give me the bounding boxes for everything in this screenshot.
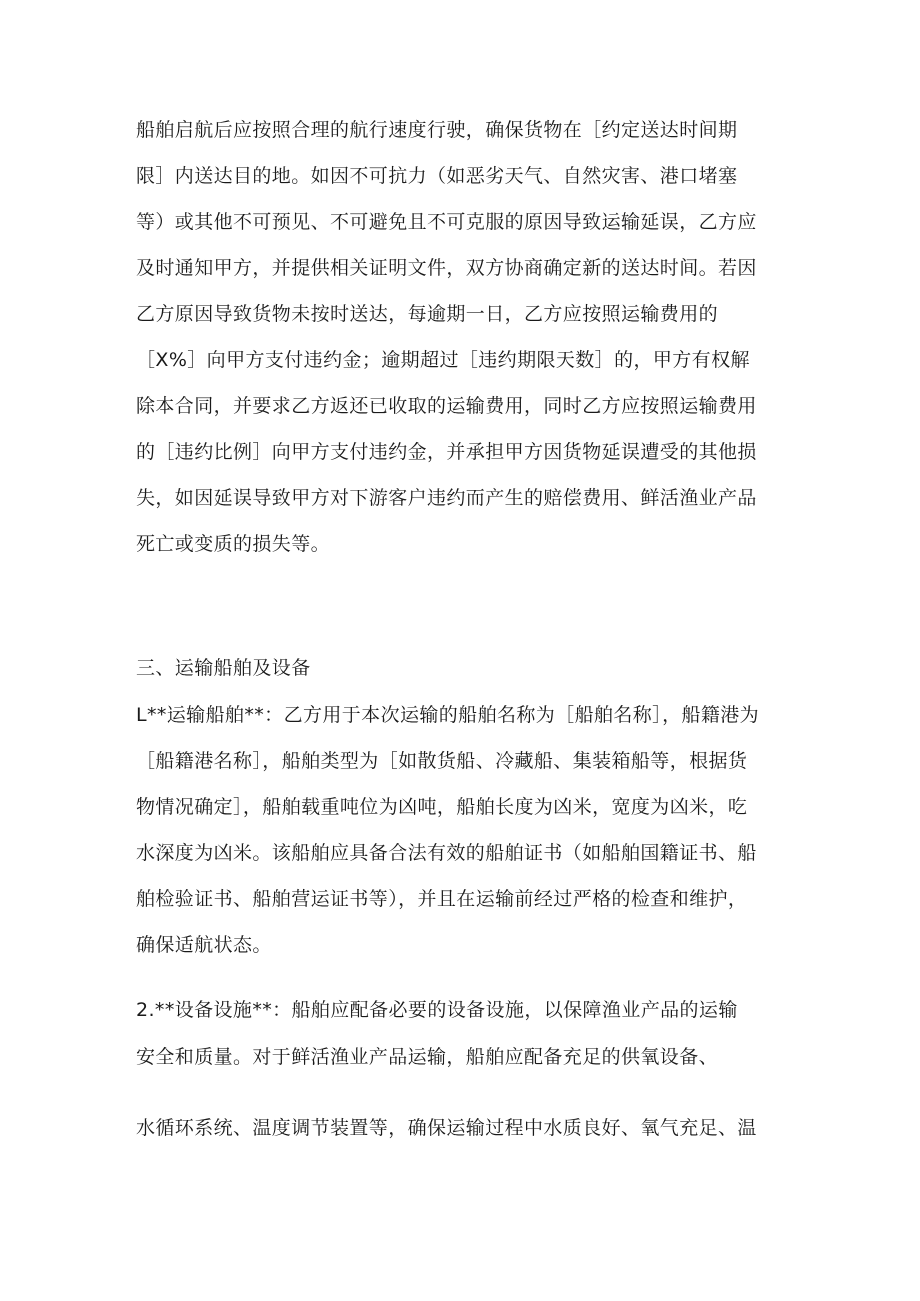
text-line: 2.**设备设施**：船舶应配备必要的设备设施，以保障渔业产品的运输 bbox=[136, 999, 738, 1021]
text-line: 舶检验证书、船舶营运证书等），并且在运输前经过严格的检查和维护， bbox=[136, 888, 748, 910]
text-line: 船舶启航后应按照合理的航行速度行驶，确保货物在［约定送达时间期 bbox=[136, 119, 738, 141]
text-line: 确保适航状态。 bbox=[136, 934, 272, 956]
text-line: 死亡或变质的损失等。 bbox=[136, 533, 331, 555]
text-line: 的［违约比例］向甲方支付违约金，并承担甲方因货物延误遭受的其他损 bbox=[136, 441, 757, 463]
section-heading: 三、运输船舶及设备 bbox=[136, 657, 311, 679]
text-line: ［船籍港名称］，船舶类型为［如散货船、冷藏船、集装箱船等，根据货 bbox=[136, 750, 748, 772]
text-line: 安全和质量。对于鲜活渔业产品运输，船舶应配备充足的供氧设备、 bbox=[136, 1046, 719, 1068]
text-line: 除本合同，并要求乙方返还已收取的运输费用，同时乙方应按照运输费用 bbox=[136, 395, 757, 417]
text-line: 水深度为凶米。该船舶应具备合法有效的船舶证书（如船舶国籍证书、船 bbox=[136, 842, 757, 864]
text-line: 乙方原因导致货物未按时送达，每逾期一日，乙方应按照运输费用的 bbox=[136, 303, 719, 325]
text-line: 物情况确定］，船舶载重吨位为凶吨，船舶长度为凶米，宽度为凶米，吃 bbox=[136, 796, 748, 818]
text-line: L**运输船舶**：乙方用于本次运输的船舶名称为［船舶名称］，船籍港为 bbox=[136, 704, 760, 726]
text-line: ［X%］向甲方支付违约金；逾期超过［违约期限天数］的，甲方有权解 bbox=[136, 349, 750, 371]
text-line: 及时通知甲方，并提供相关证明文件，双方协商确定新的送达时间。若因 bbox=[136, 257, 757, 279]
text-line: 等）或其他不可预见、不可避免且不可克服的原因导致运输延误，乙方应 bbox=[136, 211, 757, 233]
text-line: 水循环系统、温度调节装置等，确保运输过程中水质良好、氧气充足、温 bbox=[136, 1117, 757, 1139]
text-line: 失，如因延误导致甲方对下游客户违约而产生的赔偿费用、鲜活渔业产品 bbox=[136, 487, 757, 509]
text-line: 限］内送达目的地。如因不可抗力（如恶劣天气、自然灾害、港口堵塞 bbox=[136, 165, 738, 187]
